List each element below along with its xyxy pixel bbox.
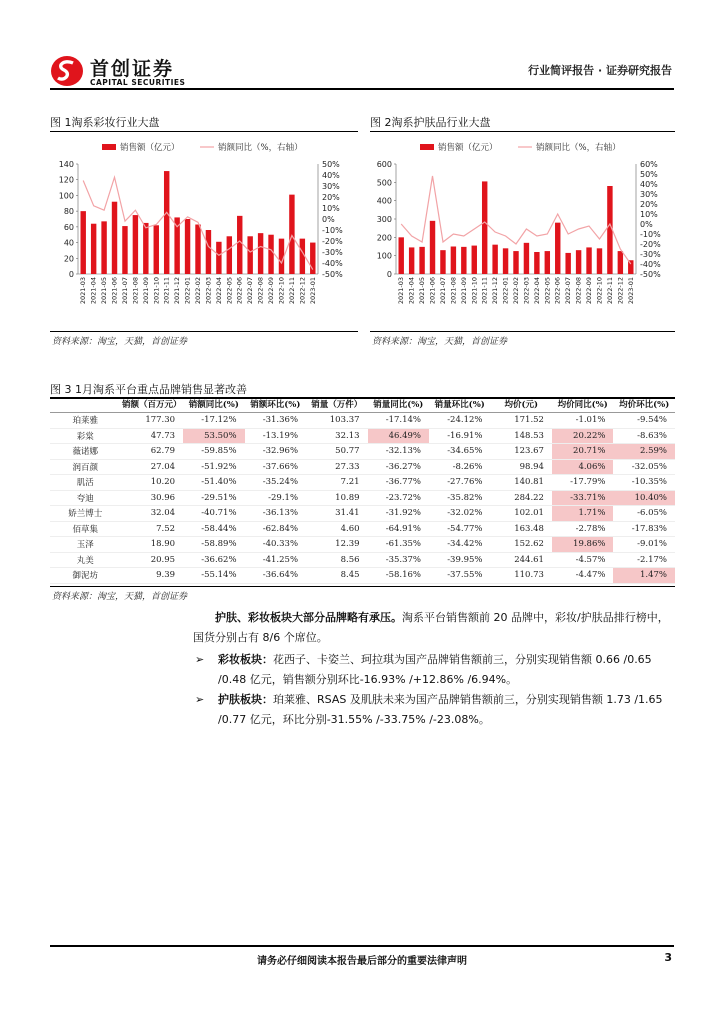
bar-2022-06 (237, 216, 242, 274)
bar-2021-08 (451, 247, 456, 275)
table-cell: -35.24% (245, 475, 306, 491)
table-row (50, 459, 675, 475)
fig1-bottom-rule (50, 331, 358, 332)
bar-2022-02 (513, 251, 518, 274)
bar-2022-12 (618, 251, 623, 274)
x-tick-label: 2022-05 (225, 277, 234, 305)
left-tick-label: 20 (63, 254, 74, 264)
left-tick-label: 100 (376, 251, 392, 261)
left-tick-label: 40 (63, 238, 74, 248)
table-cell: 31.41 (306, 506, 367, 522)
header-divider (50, 88, 674, 90)
x-tick-label: 2022-12 (298, 277, 307, 305)
fig1-title-rule (50, 131, 358, 132)
x-tick-label: 2023-01 (626, 277, 635, 305)
x-tick-label: 2022-01 (183, 277, 192, 305)
table-cell: 1.71% (552, 506, 613, 522)
right-tick-label: -50% (640, 270, 661, 279)
left-tick-label: 300 (376, 215, 392, 224)
bar-2021-03 (81, 211, 86, 274)
table-cell: -4.47% (552, 568, 613, 584)
bar-2021-10 (472, 246, 477, 274)
table-cell: 30.96 (121, 490, 184, 506)
table-row (50, 552, 675, 568)
x-tick-label: 2021-03 (79, 277, 88, 305)
table-cell: 177.30 (121, 413, 184, 429)
left-tick-label: 120 (58, 175, 74, 185)
table-cell: 62.79 (121, 444, 184, 460)
x-tick-label: 2021-09 (141, 277, 150, 305)
x-tick-label: 2021-11 (480, 277, 489, 305)
right-tick-label: -20% (322, 237, 343, 246)
table-cell: -37.55% (429, 568, 490, 584)
table-cell: 32.13 (306, 428, 367, 444)
chart-skincare-market (368, 136, 678, 328)
x-tick-label: 2021-10 (152, 277, 161, 305)
table-cell: 8.45 (306, 568, 367, 584)
table-cell: 12.39 (306, 537, 367, 553)
table-cell: -13.19% (245, 428, 306, 444)
table-cell: 27.04 (121, 459, 184, 475)
table-cell: 9.39 (121, 568, 184, 584)
table-cell: -16.91% (429, 428, 490, 444)
bar-2022-10 (597, 248, 602, 274)
paragraph-summary-text: 淘系平台销售额前 20 品牌中，彩妆/护肤品排行榜中，国货分别占有 8/6 个席位。 (193, 611, 669, 644)
right-tick-label: -40% (640, 260, 661, 269)
table-cell: -6.05% (613, 506, 675, 522)
table-cell: -58.16% (368, 568, 429, 584)
x-tick-label: 2022-06 (553, 277, 562, 305)
table-row (50, 568, 675, 584)
right-tick-label: 10% (322, 204, 340, 213)
right-tick-label: 40% (640, 180, 658, 189)
bar-2022-11 (289, 195, 294, 274)
table-cell: -9.01% (613, 537, 675, 553)
x-tick-label: 2021-06 (428, 277, 437, 305)
table-cell: -8.63% (613, 428, 675, 444)
x-tick-label: 2021-07 (438, 277, 447, 305)
table-cell: -62.84% (245, 521, 306, 537)
fig1-source: 资料来源：淘宝，天猫，首创证券 (52, 337, 188, 347)
brand-name-cell: 彩棠 (50, 428, 121, 444)
legend-bar-swatch (102, 144, 116, 150)
legend-bar-label: 销售额（亿元） (438, 143, 498, 153)
brand-name-cn: 首创证券 (90, 58, 175, 80)
bar-2022-05 (545, 251, 550, 274)
brand-name-cell: 玉泽 (50, 537, 121, 553)
bar-2022-01 (503, 248, 508, 274)
right-tick-label: 50% (322, 160, 340, 169)
paragraph-summary-lead: 护肤、彩妆板块大部分品牌略有承压。 (215, 611, 402, 624)
right-tick-label: -30% (640, 250, 661, 259)
bar-2021-11 (164, 171, 169, 274)
table-cell: -36.64% (245, 568, 306, 584)
x-tick-label: 2022-03 (522, 277, 531, 305)
x-tick-label: 2021-07 (120, 277, 129, 305)
fig3-title: 图 3 1月淘系平台重点品牌销售显著改善 (50, 383, 247, 396)
bar-2022-01 (185, 219, 190, 274)
left-tick-label: 0 (386, 270, 392, 279)
table-header-8: 均价同比(%) (552, 399, 613, 413)
table-cell: -32.02% (429, 506, 490, 522)
left-tick-label: 600 (376, 160, 392, 169)
bar-2022-03 (206, 230, 211, 274)
table-row (50, 413, 675, 429)
table-cell: 20.22% (552, 428, 613, 444)
table-cell: -17.79% (552, 475, 613, 491)
table-cell: -10.35% (613, 475, 675, 491)
x-tick-label: 2022-11 (287, 277, 296, 305)
table-header-4: 销量（万件） (306, 399, 367, 413)
bar-2021-04 (91, 224, 96, 274)
table-cell: -34.42% (429, 537, 490, 553)
x-tick-label: 2021-08 (131, 277, 140, 305)
table-cell: 2.59% (613, 444, 675, 460)
footer-disclaimer: 请务必仔细阅读本报告最后部分的重要法律声明 (257, 956, 467, 967)
table-cell: -23.72% (368, 490, 429, 506)
table-cell: -61.35% (368, 537, 429, 553)
table-cell: -58.89% (183, 537, 244, 553)
bar-2021-04 (409, 247, 414, 274)
x-tick-label: 2022-07 (246, 277, 255, 305)
bar-2021-05 (419, 247, 424, 274)
table-row (50, 428, 675, 444)
table-cell: 7.52 (121, 521, 184, 537)
bar-2021-12 (492, 245, 497, 274)
table-cell: -39.95% (429, 552, 490, 568)
bar-2021-10 (154, 225, 159, 274)
right-tick-label: -30% (322, 248, 343, 257)
table-header-7: 均价(元) (490, 399, 551, 413)
brand-name-cell: 丸美 (50, 552, 121, 568)
x-tick-label: 2022-02 (512, 277, 520, 305)
fig1-title: 图 1淘系彩妆行业大盘 (50, 116, 160, 129)
bar-2021-09 (461, 247, 466, 274)
legend-line-label: 销额同比（%，右轴） (536, 143, 621, 153)
table-cell: -17.83% (613, 521, 675, 537)
table-header-1: 销额（百万元） (121, 399, 184, 413)
table-cell: 140.81 (490, 475, 551, 491)
x-tick-label: 2022-08 (574, 277, 583, 305)
bar-2022-08 (258, 233, 263, 274)
bar-2021-07 (122, 226, 127, 274)
table-cell: -35.37% (368, 552, 429, 568)
table-cell: -41.25% (245, 552, 306, 568)
table-cell: 47.73 (121, 428, 184, 444)
table-cell: 4.06% (552, 459, 613, 475)
table-cell: 10.20 (121, 475, 184, 491)
table-cell: 163.48 (490, 521, 551, 537)
table-cell: 284.22 (490, 490, 551, 506)
table-cell: -54.77% (429, 521, 490, 537)
legend-bar-swatch (420, 144, 434, 150)
x-tick-label: 2022-10 (595, 277, 604, 305)
table-body (50, 413, 675, 584)
report-type: 行业简评报告 · 证券研究报告 (528, 64, 672, 77)
x-tick-label: 2021-04 (407, 277, 416, 305)
brand-name-cell: 润百颜 (50, 459, 121, 475)
x-tick-label: 2022-01 (501, 277, 510, 305)
x-tick-label: 2021-12 (491, 277, 500, 305)
table-cell: -32.05% (613, 459, 675, 475)
table-cell: -64.91% (368, 521, 429, 537)
bullet-marker-2: ➢ (195, 693, 205, 706)
x-tick-label: 2021-08 (449, 277, 458, 305)
right-tick-label: -10% (640, 230, 661, 239)
brand-name-cell: 薇诺娜 (50, 444, 121, 460)
table-cell: 18.90 (121, 537, 184, 553)
table-header-2: 销额同比(%) (183, 399, 244, 413)
x-tick-label: 2022-04 (214, 277, 223, 305)
left-tick-label: 200 (376, 233, 392, 243)
right-tick-label: 10% (640, 210, 658, 219)
table-cell: -29.51% (183, 490, 244, 506)
x-tick-label: 2021-11 (162, 277, 171, 305)
brand-sales-table (50, 399, 675, 584)
table-cell: -2.17% (613, 552, 675, 568)
table-cell: 53.50% (183, 428, 244, 444)
left-tick-label: 140 (58, 160, 74, 169)
table-cell: 46.49% (368, 428, 429, 444)
table-cell: -32.96% (245, 444, 306, 460)
table-cell: -8.26% (429, 459, 490, 475)
table-cell: 171.52 (490, 413, 551, 429)
fig2-bottom-rule (370, 331, 675, 332)
table-cell: -9.54% (613, 413, 675, 429)
table-cell: 152.62 (490, 537, 551, 553)
table-cell: -51.92% (183, 459, 244, 475)
bar-2022-09 (268, 235, 273, 274)
brand-name-cell: 夸迪 (50, 490, 121, 506)
table-cell: -33.71% (552, 490, 613, 506)
table-cell: -36.77% (368, 475, 429, 491)
table-cell: 123.67 (490, 444, 551, 460)
x-tick-label: 2022-11 (605, 277, 614, 305)
fig2-title: 图 2淘系护肤品行业大盘 (370, 116, 491, 129)
right-tick-label: 20% (640, 200, 658, 209)
bullet-makeup-text: 花西子、卡姿兰、珂拉琪为国产品牌销售额前三，分别实现销售额 0.66 /0.65 /0.48 亿元，销售额分别环比-16.93% /+12.86% /6.94%。 (218, 653, 652, 686)
left-tick-label: 0 (68, 270, 74, 279)
brand-name-cell: 娇兰博士 (50, 506, 121, 522)
right-tick-label: -40% (322, 259, 343, 268)
bar-2023-01 (628, 260, 633, 274)
right-tick-label: -10% (322, 226, 343, 235)
right-tick-label: 40% (322, 171, 340, 180)
table-cell: -17.12% (183, 413, 244, 429)
bar-2022-04 (216, 242, 221, 274)
table-header-9: 均价环比(%) (613, 399, 675, 413)
table-cell: -40.71% (183, 506, 244, 522)
table-cell: -34.65% (429, 444, 490, 460)
table-cell: 20.71% (552, 444, 613, 460)
table-cell: -36.62% (183, 552, 244, 568)
table-cell: -2.78% (552, 521, 613, 537)
table-cell: 1.47% (613, 568, 675, 584)
x-tick-label: 2021-04 (89, 277, 98, 305)
table-header-6: 销量环比(%) (429, 399, 490, 413)
table-cell: 10.89 (306, 490, 367, 506)
table-cell: 7.21 (306, 475, 367, 491)
table-header-3: 销额环比(%) (245, 399, 306, 413)
table-cell: 10.40% (613, 490, 675, 506)
footer-divider (50, 945, 674, 947)
bar-2022-04 (534, 252, 539, 274)
x-tick-label: 2022-07 (564, 277, 573, 305)
legend-bar-label: 销售额（亿元） (120, 143, 180, 153)
bar-2021-05 (101, 221, 106, 274)
bar-2022-05 (227, 236, 232, 274)
table-header-row (50, 399, 675, 413)
x-tick-label: 2022-04 (532, 277, 541, 305)
bar-2022-02 (195, 225, 200, 275)
table-row (50, 506, 675, 522)
table-cell: 103.37 (306, 413, 367, 429)
brand-name-cell: 肌活 (50, 475, 121, 491)
fig2-source: 资料来源：淘宝，天猫，首创证券 (372, 337, 508, 347)
right-tick-label: 30% (640, 190, 658, 199)
paragraph-summary (193, 608, 675, 647)
right-tick-label: -20% (640, 240, 661, 249)
table-cell: 32.04 (121, 506, 184, 522)
right-tick-label: 0% (640, 220, 653, 229)
bar-2022-07 (247, 236, 252, 274)
table-cell: -36.27% (368, 459, 429, 475)
brand-name-cell: 御泥坊 (50, 568, 121, 584)
table-cell: -59.85% (183, 444, 244, 460)
table-row (50, 444, 675, 460)
brand-name-cell: 佰草集 (50, 521, 121, 537)
bar-2022-03 (524, 243, 529, 274)
x-tick-label: 2022-09 (267, 277, 276, 305)
table-cell: 4.60 (306, 521, 367, 537)
table-cell: -55.14% (183, 568, 244, 584)
table-cell: -40.33% (245, 537, 306, 553)
table-cell: -4.57% (552, 552, 613, 568)
table-cell: -35.82% (429, 490, 490, 506)
bullet-skincare (218, 690, 675, 729)
x-tick-label: 2022-10 (277, 277, 286, 305)
x-tick-label: 2021-06 (110, 277, 119, 305)
table-cell: 20.95 (121, 552, 184, 568)
x-tick-label: 2021-05 (100, 277, 109, 305)
table-cell: 102.01 (490, 506, 551, 522)
bullet-makeup-lead: 彩妆板块： (218, 653, 273, 666)
fig3-bottom-rule (50, 586, 675, 587)
bar-2022-08 (576, 250, 581, 274)
table-cell: 98.94 (490, 459, 551, 475)
right-tick-label: 20% (322, 193, 340, 202)
left-tick-label: 100 (58, 191, 74, 201)
bar-2021-08 (133, 215, 138, 274)
bullet-makeup (218, 650, 675, 689)
table-cell: -58.44% (183, 521, 244, 537)
table-cell: -27.76% (429, 475, 490, 491)
bar-2022-06 (555, 223, 560, 274)
brand-name-cell: 珀莱雅 (50, 413, 121, 429)
table-cell: 110.73 (490, 568, 551, 584)
table-row (50, 537, 675, 553)
left-tick-label: 80 (63, 207, 74, 217)
x-tick-label: 2022-12 (616, 277, 625, 305)
bar-2022-07 (565, 253, 570, 274)
left-tick-label: 400 (376, 196, 392, 206)
x-tick-label: 2021-03 (397, 277, 406, 305)
brand-name-en: CAPITAL SECURITIES (90, 78, 186, 87)
table-cell: -17.14% (368, 413, 429, 429)
bar-2022-10 (279, 239, 284, 274)
table-cell: 27.33 (306, 459, 367, 475)
table-cell: -51.40% (183, 475, 244, 491)
left-tick-label: 500 (376, 178, 392, 188)
x-tick-label: 2021-09 (459, 277, 468, 305)
x-tick-label: 2023-01 (308, 277, 317, 305)
x-tick-label: 2022-03 (204, 277, 213, 305)
bar-2021-03 (399, 237, 404, 274)
bar-2021-09 (143, 223, 148, 274)
x-tick-label: 2021-05 (418, 277, 427, 305)
table-cell: 244.61 (490, 552, 551, 568)
table-cell: -31.92% (368, 506, 429, 522)
right-tick-label: 0% (322, 215, 335, 224)
right-tick-label: 30% (322, 182, 340, 191)
fig2-title-rule (370, 131, 675, 132)
table-cell: -36.13% (245, 506, 306, 522)
table-row (50, 475, 675, 491)
table-cell: 19.86% (552, 537, 613, 553)
bar-2022-09 (586, 247, 591, 274)
brand-logo-icon (50, 54, 84, 88)
page-number: 3 (664, 951, 672, 964)
left-tick-label: 60 (63, 222, 74, 232)
bar-2021-11 (482, 181, 487, 274)
table-cell: -32.13% (368, 444, 429, 460)
chart-makeup-market (50, 136, 360, 328)
right-tick-label: 50% (640, 170, 658, 179)
x-tick-label: 2022-06 (235, 277, 244, 305)
table-header-5: 销量同比(%) (368, 399, 429, 413)
table-cell: -1.01% (552, 413, 613, 429)
legend-line-label: 销额同比（%，右轴） (218, 143, 303, 153)
bar-2021-06 (112, 202, 117, 274)
table-cell: -29.1% (245, 490, 306, 506)
table-cell: 8.56 (306, 552, 367, 568)
x-tick-label: 2021-10 (470, 277, 479, 305)
table-cell: 50.77 (306, 444, 367, 460)
bullet-skincare-text: 珀莱雅、RSAS 及肌肤未来为国产品牌销售额前三，分别实现销售额 1.73 /1.65 /0.77 亿元，环比分别-31.55% /-33.75% /-23.08%。 (218, 693, 663, 726)
x-tick-label: 2022-05 (543, 277, 552, 305)
table-cell: -37.66% (245, 459, 306, 475)
table-row (50, 490, 675, 506)
table-header-0 (50, 399, 121, 413)
bullet-marker-1: ➢ (195, 653, 205, 666)
table-row (50, 521, 675, 537)
x-tick-label: 2022-09 (585, 277, 594, 305)
x-tick-label: 2022-02 (194, 277, 202, 305)
table-cell: -24.12% (429, 413, 490, 429)
x-tick-label: 2021-12 (173, 277, 182, 305)
x-tick-label: 2022-08 (256, 277, 265, 305)
bar-2021-07 (440, 250, 445, 274)
table-cell: 148.53 (490, 428, 551, 444)
bullet-skincare-lead: 护肤板块： (218, 693, 273, 706)
yoy-line (401, 176, 631, 264)
bar-2021-06 (430, 221, 435, 274)
fig3-source: 资料来源：淘宝，天猫，首创证券 (52, 592, 188, 602)
table-cell: -31.36% (245, 413, 306, 429)
right-tick-label: -50% (322, 270, 343, 279)
right-tick-label: 60% (640, 160, 658, 169)
